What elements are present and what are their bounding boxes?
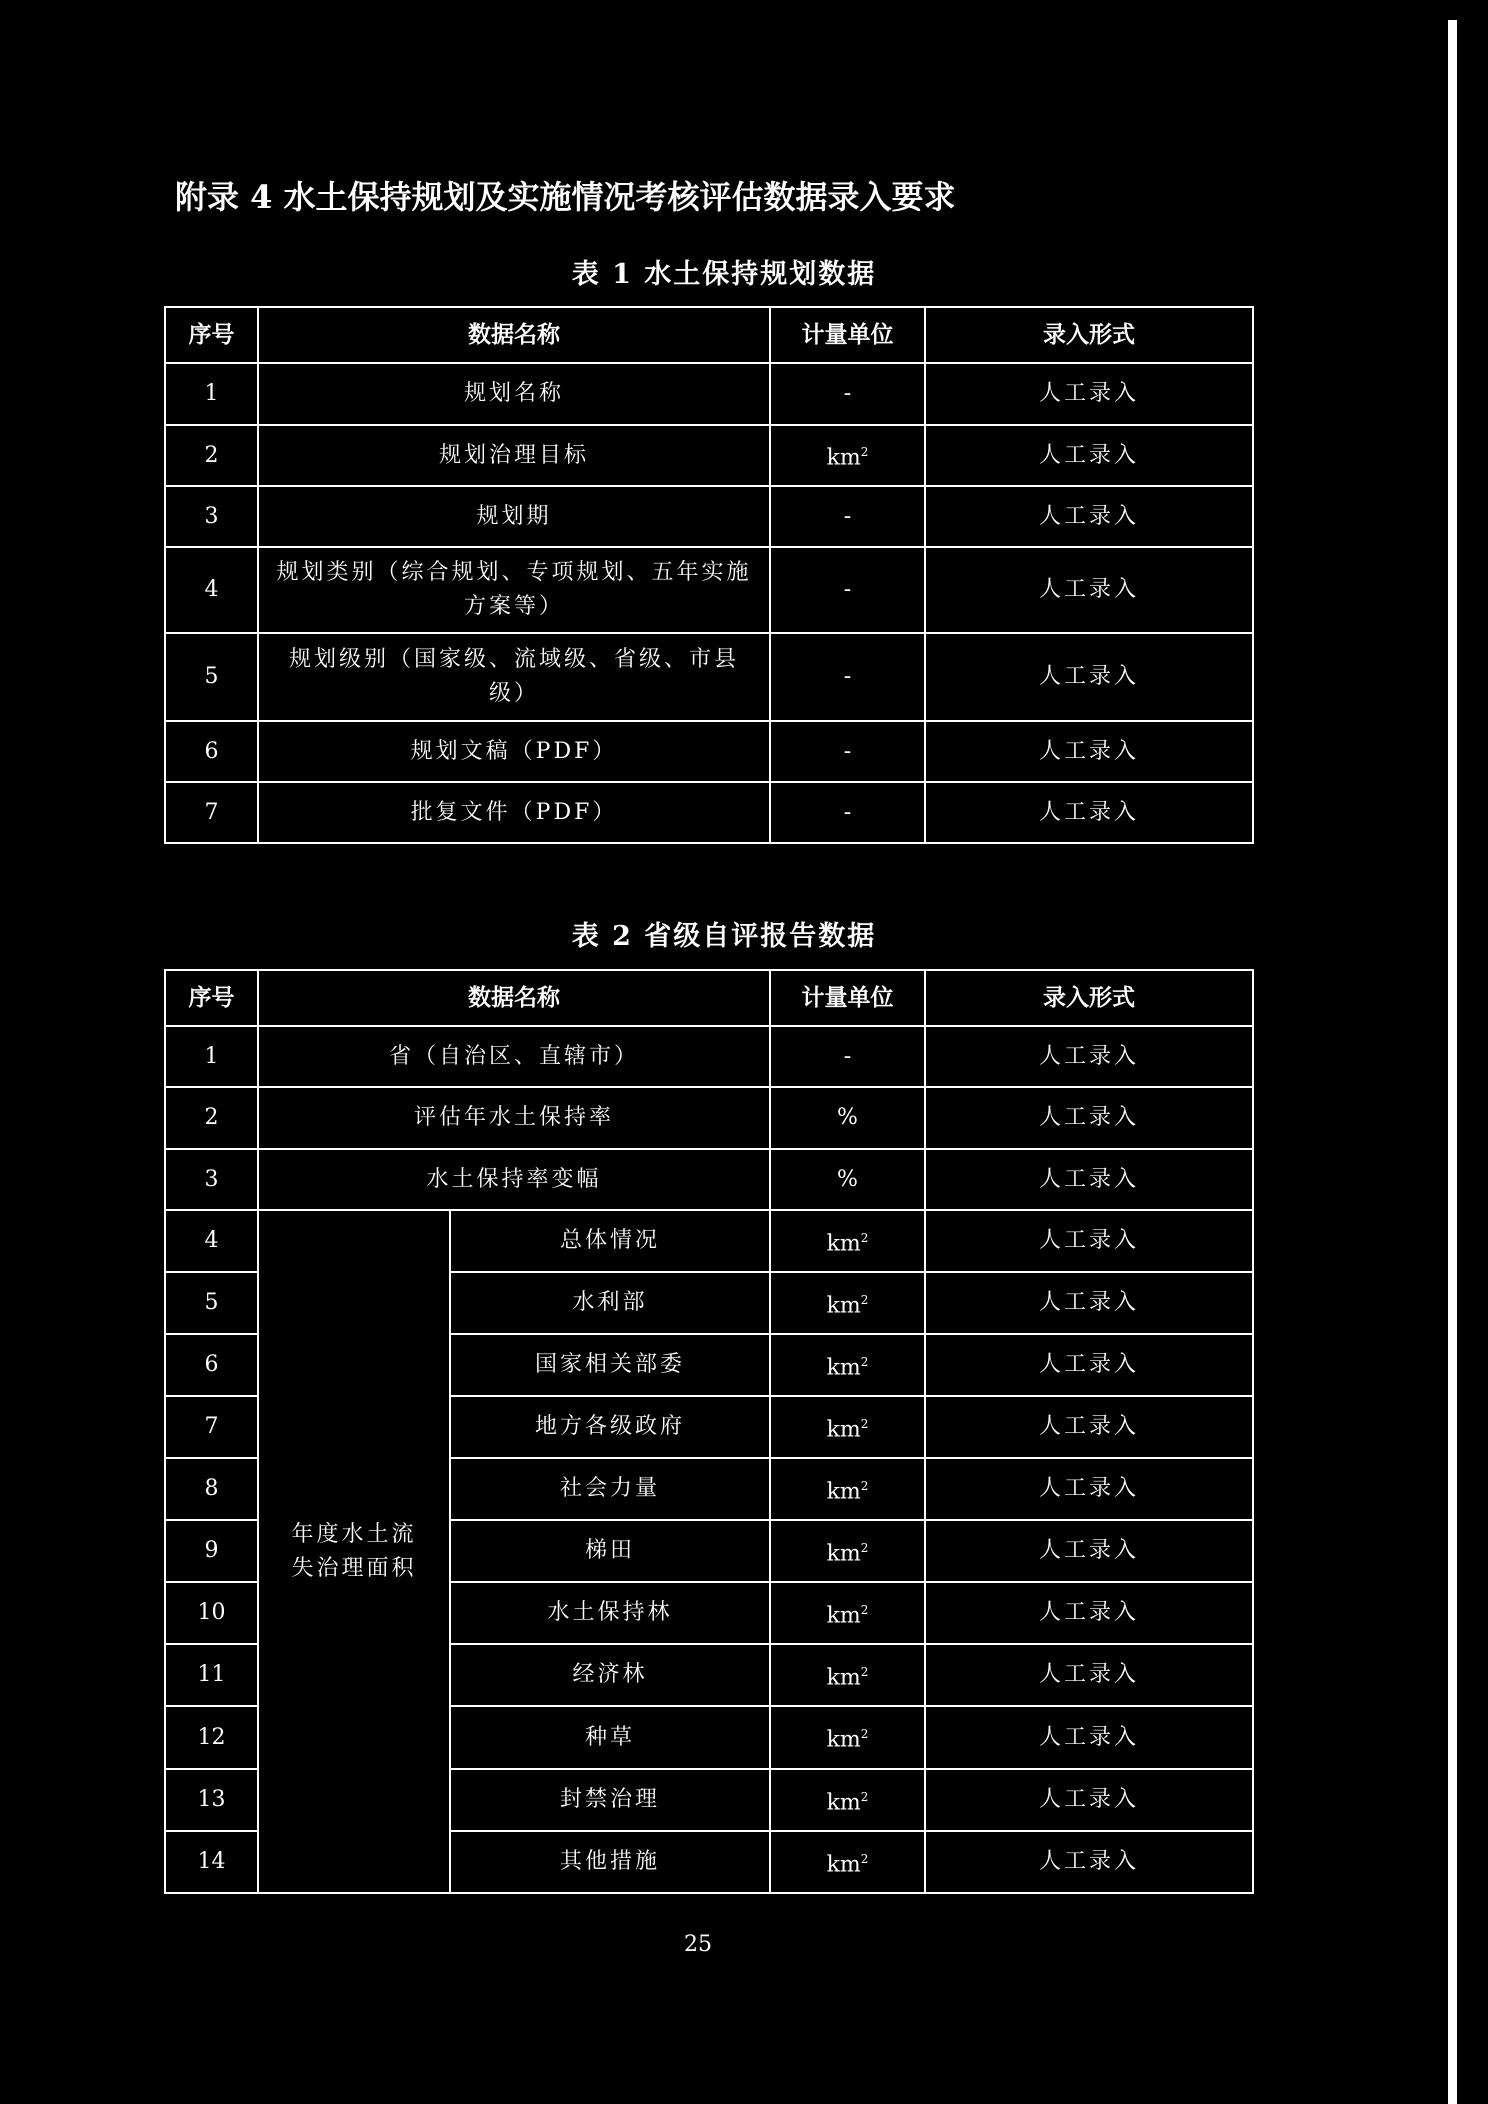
row-number: 7: [165, 782, 258, 843]
table2-header-row: [165, 970, 1253, 1026]
unit-cell: [770, 1210, 925, 1272]
unit-text: km: [826, 1355, 861, 1381]
input-method-cell: 人工录入: [925, 1026, 1253, 1087]
table-row: [165, 1026, 1253, 1087]
row-number: 12: [165, 1706, 258, 1769]
table2-title: 表 2 省级自评报告数据: [571, 921, 877, 952]
unit-text: -: [843, 738, 852, 764]
unit-superscript: 2: [860, 1602, 869, 1617]
unit-cell: [770, 1334, 925, 1396]
unit-text: km: [826, 1603, 861, 1629]
unit-superscript: 2: [860, 1230, 869, 1245]
col-header-method: 录入形式: [925, 307, 1253, 363]
col-header-no: 序号: [165, 307, 258, 363]
unit-cell: [770, 721, 925, 782]
input-method-cell: 人工录入: [925, 1644, 1253, 1706]
table-row: [165, 1210, 1253, 1272]
unit-superscript: 2: [860, 1354, 869, 1369]
input-method-cell: 人工录入: [925, 1087, 1253, 1149]
row-number: 1: [165, 363, 258, 425]
table-row: [165, 363, 1253, 425]
table-row: [165, 486, 1253, 547]
unit-cell: [770, 633, 925, 721]
table-row: [165, 721, 1253, 782]
table-row: [165, 1149, 1253, 1210]
col-header-unit: 计量单位: [770, 970, 925, 1026]
data-name-cell: 批复文件（PDF）: [258, 782, 770, 843]
unit-text: km: [826, 1541, 861, 1567]
input-method-cell: 人工录入: [925, 425, 1253, 486]
table-row: [165, 1087, 1253, 1149]
input-method-cell: 人工录入: [925, 363, 1253, 425]
page-edge-bar: [1448, 20, 1457, 2104]
unit-superscript: 2: [860, 1540, 869, 1555]
input-method-cell: 人工录入: [925, 486, 1253, 547]
input-method-cell: 人工录入: [925, 1831, 1253, 1893]
input-method-cell: 人工录入: [925, 547, 1253, 633]
unit-cell: [770, 782, 925, 843]
data-name-cell: 评估年水土保持率: [258, 1087, 770, 1149]
unit-text: -: [843, 1043, 852, 1069]
unit-cell: [770, 547, 925, 633]
row-number: 9: [165, 1520, 258, 1582]
row-number: 6: [165, 721, 258, 782]
row-number: 7: [165, 1396, 258, 1458]
data-name-cell: 规划级别（国家级、流域级、省级、市县级）: [258, 633, 770, 721]
data-name-cell: 地方各级政府: [450, 1396, 770, 1458]
page-number: 25: [684, 1932, 712, 1957]
unit-text: km: [826, 1727, 861, 1753]
input-method-cell: 人工录入: [925, 1520, 1253, 1582]
row-number: 6: [165, 1334, 258, 1396]
data-name-cell: 国家相关部委: [450, 1334, 770, 1396]
unit-superscript: 2: [860, 1664, 869, 1679]
unit-cell: [770, 1644, 925, 1706]
unit-cell: [770, 425, 925, 486]
data-name-cell: 封禁治理: [450, 1769, 770, 1831]
row-number: 3: [165, 1149, 258, 1210]
unit-text: -: [843, 577, 852, 602]
row-number: 2: [165, 425, 258, 486]
unit-cell: [770, 1272, 925, 1334]
data-name-cell: 经济林: [450, 1644, 770, 1706]
group-label-cell: 年度水土流失治理面积: [258, 1210, 450, 1893]
unit-text: km: [826, 1293, 861, 1319]
table1-planning-data: [164, 306, 1254, 844]
input-method-cell: 人工录入: [925, 782, 1253, 843]
data-name-cell: 省（自治区、直辖市）: [258, 1026, 770, 1087]
row-number: 11: [165, 1644, 258, 1706]
data-name-cell: 其他措施: [450, 1831, 770, 1893]
row-number: 10: [165, 1582, 258, 1644]
table1-header-row: [165, 307, 1253, 363]
data-name-cell: 规划期: [258, 486, 770, 547]
unit-text: km: [826, 1417, 861, 1443]
unit-superscript: 2: [860, 445, 869, 460]
row-number: 14: [165, 1831, 258, 1893]
unit-cell: [770, 1706, 925, 1769]
input-method-cell: 人工录入: [925, 633, 1253, 721]
unit-text: %: [837, 1166, 858, 1192]
unit-cell: [770, 1458, 925, 1520]
table-row: [165, 633, 1253, 721]
unit-text: -: [843, 381, 852, 406]
table2-provincial-report-data: [164, 969, 1254, 1894]
data-name-cell: 规划文稿（PDF）: [258, 721, 770, 782]
unit-superscript: 2: [860, 1416, 869, 1431]
input-method-cell: 人工录入: [925, 1396, 1253, 1458]
unit-cell: [770, 486, 925, 547]
unit-superscript: 2: [860, 1789, 869, 1804]
data-name-cell: 总体情况: [450, 1210, 770, 1272]
unit-text: km: [826, 445, 861, 471]
col-header-no: 序号: [165, 970, 258, 1026]
table-row: [165, 425, 1253, 486]
unit-cell: [770, 1520, 925, 1582]
col-header-unit: 计量单位: [770, 307, 925, 363]
unit-text: %: [837, 1105, 858, 1130]
table-row: [165, 547, 1253, 633]
data-name-cell: 种草: [450, 1706, 770, 1769]
unit-text: km: [826, 1665, 861, 1691]
unit-text: -: [843, 664, 852, 689]
row-number: 5: [165, 1272, 258, 1334]
row-number: 4: [165, 547, 258, 633]
unit-text: km: [826, 1231, 861, 1257]
input-method-cell: 人工录入: [925, 1458, 1253, 1520]
row-number: 5: [165, 633, 258, 721]
unit-cell: [770, 1831, 925, 1893]
unit-text: km: [826, 1790, 861, 1816]
data-name-cell: 梯田: [450, 1520, 770, 1582]
page-title: 附录 4 水土保持规划及实施情况考核评估数据录入要求: [175, 178, 956, 216]
table-row: [165, 782, 1253, 843]
input-method-cell: 人工录入: [925, 1334, 1253, 1396]
input-method-cell: 人工录入: [925, 1210, 1253, 1272]
input-method-cell: 人工录入: [925, 1272, 1253, 1334]
data-name-cell: 规划名称: [258, 363, 770, 425]
table1-title: 表 1 水土保持规划数据: [571, 259, 877, 290]
unit-text: -: [843, 503, 852, 529]
input-method-cell: 人工录入: [925, 721, 1253, 782]
data-name-cell: 水土保持林: [450, 1582, 770, 1644]
unit-superscript: 2: [860, 1478, 869, 1493]
data-name-cell: 规划类别（综合规划、专项规划、五年实施方案等）: [258, 547, 770, 633]
unit-superscript: 2: [860, 1851, 869, 1866]
unit-text: -: [843, 799, 852, 825]
unit-cell: [770, 1769, 925, 1831]
unit-cell: [770, 1026, 925, 1087]
data-name-cell: 社会力量: [450, 1458, 770, 1520]
input-method-cell: 人工录入: [925, 1706, 1253, 1769]
unit-text: km: [826, 1479, 861, 1505]
input-method-cell: 人工录入: [925, 1149, 1253, 1210]
unit-text: km: [826, 1852, 861, 1878]
unit-cell: [770, 1582, 925, 1644]
row-number: 4: [165, 1210, 258, 1272]
row-number: 3: [165, 486, 258, 547]
data-name-cell: 水土保持率变幅: [258, 1149, 770, 1210]
unit-cell: [770, 1087, 925, 1149]
col-header-name: 数据名称: [258, 970, 770, 1026]
row-number: 13: [165, 1769, 258, 1831]
data-name-cell: 水利部: [450, 1272, 770, 1334]
data-name-cell: 规划治理目标: [258, 425, 770, 486]
col-header-name: 数据名称: [258, 307, 770, 363]
unit-superscript: 2: [860, 1292, 869, 1307]
row-number: 2: [165, 1087, 258, 1149]
unit-cell: [770, 1396, 925, 1458]
unit-cell: [770, 1149, 925, 1210]
row-number: 1: [165, 1026, 258, 1087]
col-header-method: 录入形式: [925, 970, 1253, 1026]
input-method-cell: 人工录入: [925, 1769, 1253, 1831]
unit-cell: [770, 363, 925, 425]
row-number: 8: [165, 1458, 258, 1520]
unit-superscript: 2: [860, 1727, 869, 1742]
input-method-cell: 人工录入: [925, 1582, 1253, 1644]
